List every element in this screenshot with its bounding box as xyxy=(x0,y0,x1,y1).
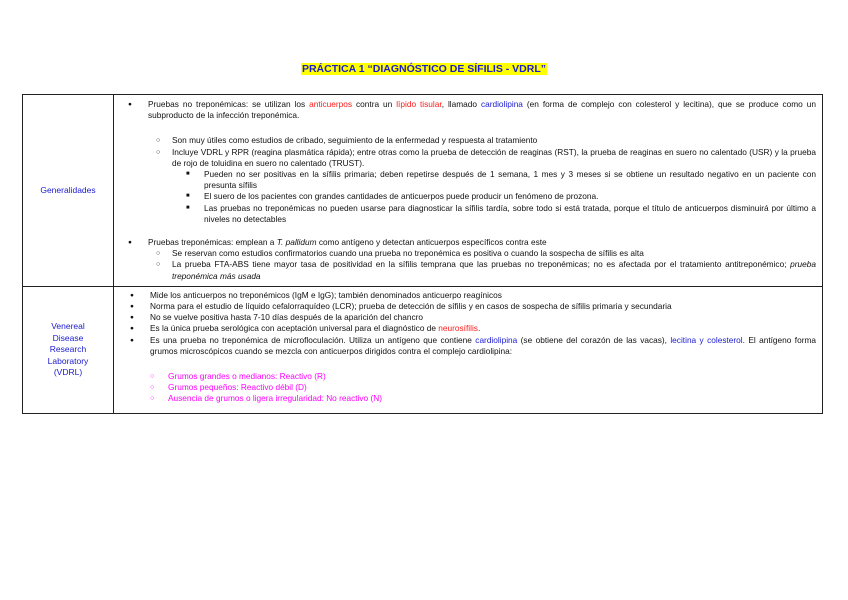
highlight-red: anticuerpos xyxy=(309,99,353,109)
list-item: ● Mide los anticuerpos no treponémicos (IgM e IgG); también denominados anticuerpo reagínicos xyxy=(120,290,816,301)
text-run: como antígeno y detectan anticuerpos específicos contra este xyxy=(316,237,547,248)
text-run: (en forma de complejo con colesterol y lecitina), que se produce como un subproducto de la infección treponémica. xyxy=(148,99,816,121)
text-run: Pruebas no treponémicas: se utilizan los xyxy=(148,99,310,109)
label-line: (VDRL) xyxy=(53,367,83,377)
row-label-generalidades: Generalidades xyxy=(23,95,114,287)
sub-sub-list xyxy=(172,169,816,225)
sub-list-item: ○ Se reservan como estudios confirmatorios cuando una prueba no treponémica es positiva o cuando la sospecha de sífilis es alta xyxy=(148,248,816,259)
label-line: Venereal xyxy=(51,321,85,331)
result-item: ○ Grumos pequeños: Reactivo débil (D) xyxy=(120,382,816,393)
list-item xyxy=(120,237,816,282)
content-table xyxy=(22,94,823,414)
result-item: ○ Grumos grandes o medianos: Reactivo (R) xyxy=(120,371,816,382)
table-row-generalidades xyxy=(23,95,823,287)
table-row-vdrl xyxy=(23,286,823,413)
row-label-vdrl xyxy=(23,286,114,413)
highlight-blue: cardiolipina xyxy=(480,99,523,109)
title-text: PRÁCTICA 1 “DIAGNÓSTICO DE SÍFILIS - VDRL” xyxy=(301,63,547,75)
text-run: . El antígeno forma grumos microscópicos cuando se mezcla con anticuerpos dirigidos contra el complejo cardiolipina: xyxy=(150,334,816,356)
highlight-blue: cardiolipina xyxy=(475,334,518,345)
italic-text: prueba treponémica más usada xyxy=(172,259,816,281)
label-line: Research xyxy=(49,344,87,354)
text-run: , llamado xyxy=(441,99,481,109)
text-run: Incluye VDRL y RPR (reagina plasmática rápida); entre otras como la prueba de detección de reaginas (RST), la prueba de reaginas en suero no calentado (USR) y la prueba de rojo de toluidina en suero no calentado (TRUST). xyxy=(172,146,816,168)
result-item: ○ Ausencia de grumos o ligera irregularidad: No reactivo (N) xyxy=(120,393,816,404)
label-line: Laboratory xyxy=(47,355,89,366)
highlight-red: lípido tisular xyxy=(396,99,442,109)
list-item xyxy=(120,323,816,334)
sub-list-item: ○ Son muy útiles como estudios de cribado, seguimiento de la enfermedad y respuesta al tratamiento xyxy=(148,135,816,146)
sub-sub-list-item: ■ Las pruebas no treponémicas no pueden usarse para diagnosticar la sífilis tardía, sobre todo si está tratada, porque el título de anticuerpos disminuirá por último a niveles no detectables xyxy=(174,203,816,225)
list-item: ● Norma para el estudio de líquido cefalorraquídeo (LCR); prueba de detección de sífilis y en casos de sospecha de sífilis primaria y secundaria xyxy=(120,301,816,312)
generalidades-content xyxy=(114,95,823,287)
sub-list xyxy=(148,135,816,225)
label-line: Disease xyxy=(52,332,84,343)
text-run: Pruebas treponémicas: emplean a xyxy=(148,237,277,248)
result-list xyxy=(120,371,816,405)
text-run: . xyxy=(477,323,481,334)
list-item: ● No se vuelve positiva hasta 7-10 días después de la aparición del chancro xyxy=(120,312,816,323)
highlight-red: neurosífilis xyxy=(438,323,478,334)
sub-list-item xyxy=(148,147,816,225)
text-run: Es la única prueba serológica con aceptación universal para el diagnóstico de xyxy=(150,323,439,334)
list-item xyxy=(120,99,816,237)
text-run: Es una prueba no treponémica de microfloculación. Utiliza un antígeno que contiene xyxy=(150,334,476,345)
list-item xyxy=(120,335,816,357)
page-title xyxy=(0,63,848,75)
sub-list-item xyxy=(148,259,816,281)
highlight-blue: lecitina y colesterol xyxy=(670,334,743,345)
text-run: La prueba FTA-ABS tiene mayor tasa de positividad en la sífilis temprana que las pruebas no treponémicas; no es afectada por el tratamiento antitreponémico; xyxy=(172,259,791,270)
vdrl-content xyxy=(114,286,823,413)
sub-list xyxy=(148,248,816,282)
text-run: (se obtiene del corazón de las vacas), xyxy=(517,334,671,345)
italic-text: T. pallidum xyxy=(276,237,317,248)
sub-sub-list-item: ■ El suero de los pacientes con grandes cantidades de anticuerpos puede producir un fenómeno de prozona. xyxy=(174,191,816,202)
generalidades-list xyxy=(120,99,816,282)
text-run: contra un xyxy=(352,99,397,109)
vdrl-list xyxy=(120,290,816,357)
sub-sub-list-item: ■ Pueden no ser positivas en la sífilis primaria; deben repetirse después de 1 semana, 1 mes y 3 meses si se obtiene un resultado negativo en un paciente con presunta sífilis xyxy=(174,169,816,191)
